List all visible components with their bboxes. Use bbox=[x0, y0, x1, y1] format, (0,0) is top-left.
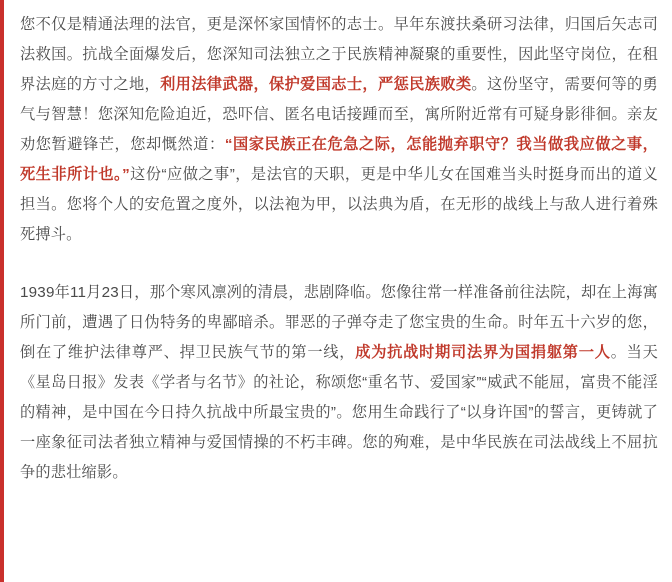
text-run: 的誓言，更铸就了一座象征司法者独立精神与爱国情操的不朽丰碑。您的殉难，是中华民族在司法战线上不屈抗争的悲壮缩影。 bbox=[20, 404, 658, 481]
highlighted-text-run: 利用法律武器，保护爱国志士，严惩民族败类 bbox=[160, 76, 472, 93]
paragraph-2 bbox=[20, 278, 658, 488]
text-run: 您不仅是精通法理的法官，更是深怀家国情怀的志士。早年东渡扶桑研习法律，归国后矢志司法救国。抗战全面爆发后，您深知司法独立之于民族精神凝聚的重要性，因此坚守岗位，在租界法庭的方寸之地， bbox=[20, 16, 658, 93]
text-run: 1939年11月23日，那个寒风凛冽的清晨，悲剧降临。您像往常一样准备前往法院，却在上海寓所门前，遭遇了日伪特务的卑鄙暗杀。罪恶的子弹夺走了您宝贵的生命。时年五十六岁的您，倒在了维护法律尊严、捍卫民族气节的第一线， bbox=[20, 284, 658, 361]
text-run: 。这份坚守，需要何等的勇气与智慧！您深知危险迫近，恐吓信、匿名电话接踵而至，寓所附近常有可疑身影徘徊。亲友劝您暂避锋芒，您却慨然道： bbox=[20, 76, 658, 153]
text-run: 这份 bbox=[129, 166, 162, 183]
highlighted-quote-run: “国家民族正在危急之际，怎能抛弃职守？我当做我应做之事，死生非所计也。” bbox=[20, 136, 658, 183]
highlighted-text-run: 成为抗战时期司法界为国捐躯第一人 bbox=[355, 344, 611, 361]
quote-run: “重名节、爱国家” bbox=[362, 374, 482, 391]
quote-run: “以身许国” bbox=[460, 404, 534, 421]
article-body bbox=[20, 10, 658, 488]
paragraph-1 bbox=[20, 10, 658, 250]
text-run: 。当天《星岛日报》发表《学者与名节》的社论，称颂您 bbox=[20, 344, 659, 391]
text-run: ，是法官的天职，更是中华儿女在国难当头时挺身而出的道义担当。您将个人的安危置之度外，以法袍为甲，以法典为盾，在无形的战线上与敌人进行着殊死搏斗。 bbox=[20, 166, 658, 243]
text-run: 。您用生命践行了 bbox=[336, 404, 461, 421]
quote-run: “威武不能屈，富贵不能淫的精神，是中国在今日持久抗战中所最宝贵的” bbox=[20, 374, 658, 421]
quote-run: “应做之事” bbox=[161, 166, 235, 183]
